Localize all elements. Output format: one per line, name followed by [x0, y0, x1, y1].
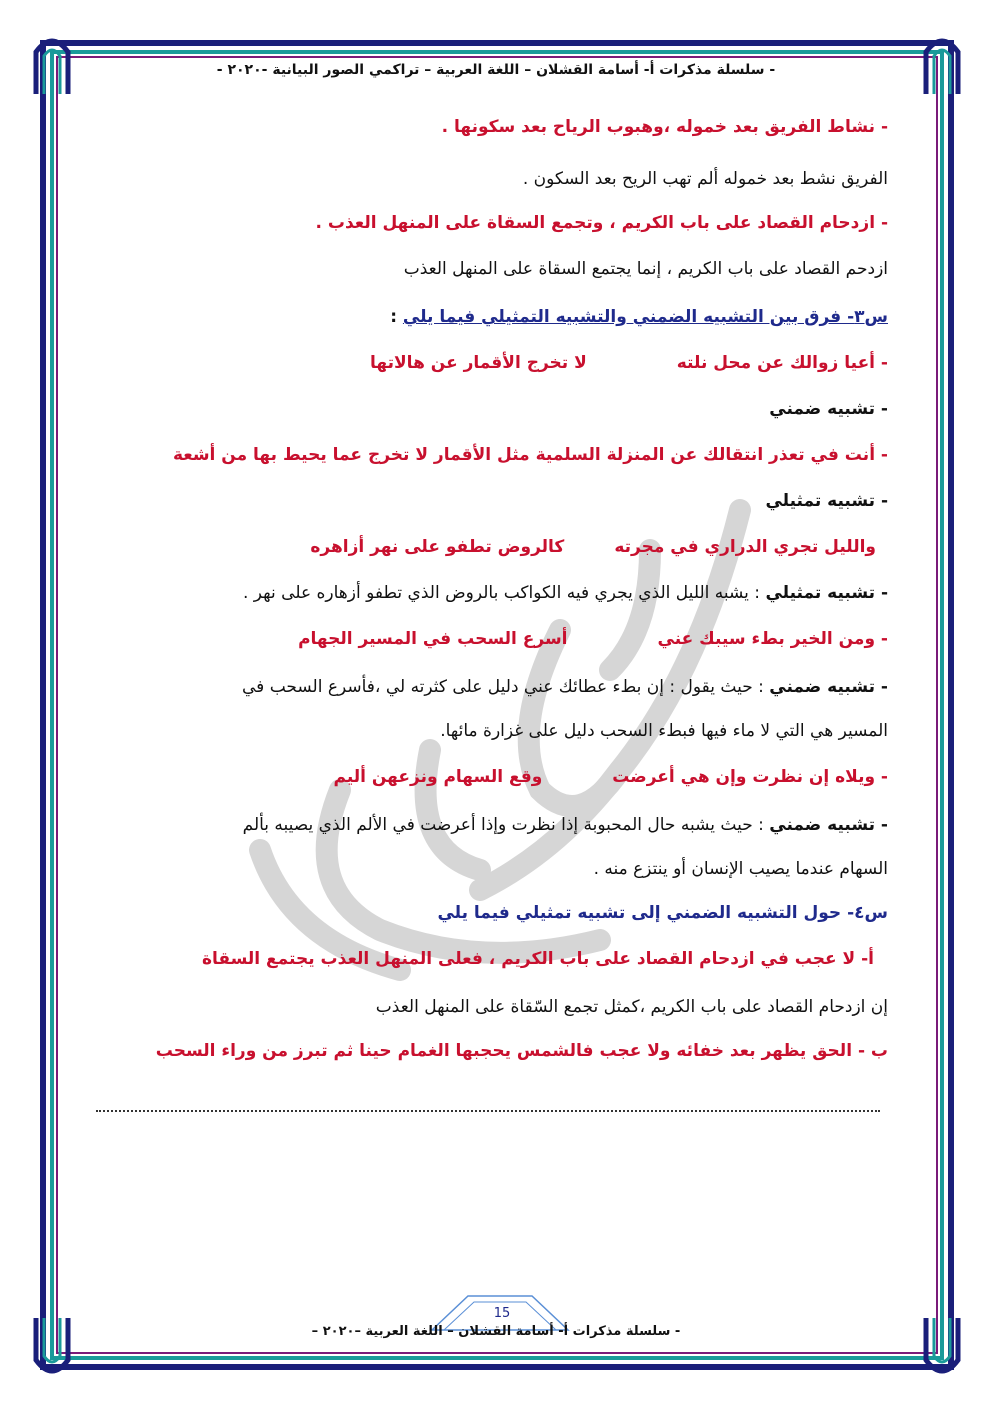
corner-ornament-icon — [920, 28, 964, 98]
corner-ornament-icon — [30, 28, 74, 98]
verse-line — [100, 536, 888, 558]
statement-line: - أنت في تعذر انتقالك عن المنزلة السلمية مثل الأقمار لا تخرج عما يحيط بها من أشعة — [172, 445, 888, 465]
explanation-text: : حيث يقول : إن بطء عطائك عني دليل على كثرته لي ،فأسرع السحب في — [242, 677, 764, 697]
answer-line: ازدحم القصاد على باب الكريم ، إنما يجتمع السقاة على المنهل العذب — [403, 259, 888, 279]
verse-second-hemistich: أسرع السحب في المسير الجهام — [298, 629, 568, 649]
question-colon: : — [390, 307, 403, 327]
statement-line: - نشاط الفريق بعد خموله ،وهبوب الرياح بعد سكونها . — [441, 117, 888, 137]
label-line: - تشبيه ضمني — [769, 399, 888, 419]
explanation-label: - تشبيه ضمني — [769, 677, 888, 697]
page-number: 15 — [493, 1306, 511, 1321]
verse-second-hemistich: وقع السهام ونزعهن أليم — [333, 767, 543, 787]
question-heading: س٤- حول التشبيه الضمني إلى تشبيه تمثيلي فيما يلي — [437, 903, 888, 923]
corner-ornament-icon — [30, 1314, 74, 1384]
explanation-line — [100, 814, 888, 836]
statement-line: أ- لا عجب في ازدحام القصاد على باب الكريم ، فعلى المنهل العذب يجتمع السقاة — [201, 949, 874, 969]
explanation-line — [100, 676, 888, 698]
answer-line: إن ازدحام القصاد على باب الكريم ،كمثل تجمع السّقاة على المنهل العذب — [375, 997, 888, 1017]
question-heading — [100, 306, 888, 328]
verse-first-hemistich: - ويلاه إن نظرت وإن هي أعرضت — [612, 767, 888, 787]
explanation-text: : يشبه الليل الذي يجري فيه الكواكب بالروض الذي تطفو أزهاره على نهر . — [242, 583, 761, 603]
explanation-label: - تشبيه ضمني — [769, 815, 888, 835]
answer-line: الفريق نشط بعد خموله ألم تهب الريح بعد السكون . — [522, 169, 888, 189]
verse-line — [100, 766, 888, 788]
page-footer: - سلسلة مذكرات أ- أسامة القشلان – اللغة العربية –٢٠٢٠ – — [311, 1324, 681, 1339]
verse-second-hemistich: كالروض تطفو على نهر أزاهره — [310, 537, 565, 557]
page-header: - سلسلة مذكرات أ- أسامة القشلان – اللغة العربية – تراكمي الصور البيانية -٢٠٢٠ - — [216, 62, 776, 78]
explanation-text: : حيث يشبه حال المحبوبة إذا نظرت وإذا أعرضت في الألم الذي يصيبه بألم — [242, 815, 764, 835]
question-title: س٣- فرق بين التشبيه الضمني والتشبيه التمثيلي فيما يلي — [402, 307, 888, 327]
explanation-label: - تشبيه تمثيلي — [765, 583, 888, 603]
dotted-separator — [96, 1100, 880, 1112]
label-line: - تشبيه تمثيلي — [765, 491, 888, 511]
page-border-line — [56, 56, 938, 1354]
statement-line: ب - الحق يظهر بعد خفائه ولا عجب فالشمس يحجبها الغمام حينا ثم تبرز من وراء السحب — [155, 1041, 888, 1061]
explanation-line: المسير هي التي لا ماء فيها فبطء السحب دليل على غزارة مائها. — [440, 721, 888, 741]
explanation-line: السهام عندما يصيب الإنسان أو ينتزع منه . — [593, 859, 888, 879]
explanation-line — [100, 582, 888, 604]
verse-first-hemistich: - أعيا زوالك عن محل نلته — [676, 353, 888, 373]
verse-first-hemistich: - ومن الخير بطء سيبك عني — [657, 629, 888, 649]
verse-first-hemistich: والليل تجري الدراري في مجرته — [614, 537, 876, 557]
statement-line: - ازدحام القصاد على باب الكريم ، وتجمع السقاة على المنهل العذب . — [315, 213, 888, 233]
verse-line — [100, 352, 888, 374]
corner-ornament-icon — [920, 1314, 964, 1384]
verse-second-hemistich: لا تخرج الأقمار عن هالاتها — [370, 353, 587, 373]
verse-line — [100, 628, 888, 650]
